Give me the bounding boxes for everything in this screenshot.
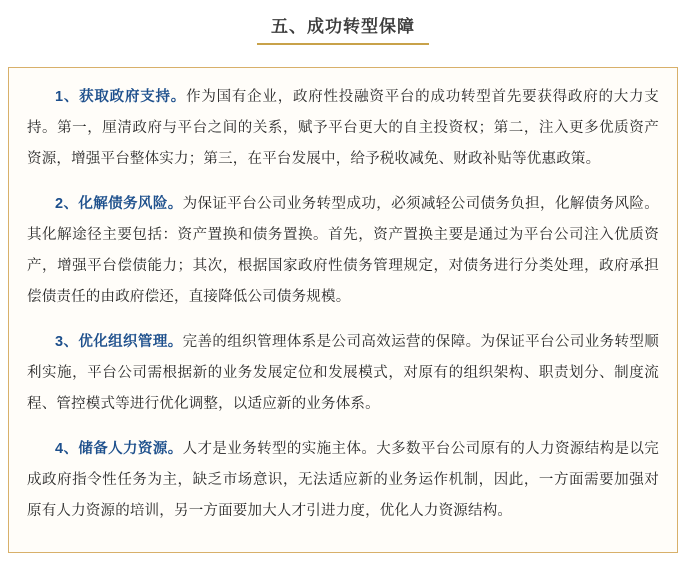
paragraph-4-lead: 储备人力资源。 (78, 441, 183, 458)
paragraph-1-body: 作为国有企业，政府性投融资平台的成功转型首先要获得政府的大力支持。第一，厘清政府与平台之间的关系，赋予平台更大的自主投资权；第二，注入更多优质资产资源，增强平台整体实力；第三，在平台发展中，给予税收减免、财政补贴等优惠政策。 (27, 89, 660, 168)
content-box (8, 67, 678, 553)
document-heading-wrapper (0, 0, 686, 59)
paragraph-1 (27, 82, 659, 175)
page-title: 五、成功转型保障 (257, 14, 429, 45)
paragraph-3-body: 完善的组织管理体系是公司高效运营的保障。为保证平台公司业务转型顺利实施，平台公司需根据新的业务发展定位和发展模式，对原有的组织架构、职责划分、制度流程、管控模式等进行优化调整，以适应新的业务体系。 (27, 334, 660, 413)
paragraph-3-lead: 优化组织管理。 (78, 334, 183, 351)
paragraph-2 (27, 189, 659, 313)
paragraph-4-number: 4、 (55, 441, 79, 458)
paragraph-1-number: 1、 (55, 89, 80, 106)
paragraph-2-lead: 化解债务风险。 (78, 196, 183, 213)
paragraph-3 (27, 327, 659, 420)
paragraph-1-lead: 获取政府支持。 (79, 89, 187, 106)
paragraph-3-number: 3、 (55, 334, 79, 351)
paragraph-2-number: 2、 (55, 196, 79, 213)
paragraph-2-body: 为保证平台公司业务转型成功，必须减轻公司债务负担，化解债务风险。其化解途径主要包括：资产置换和债务置换。首先，资产置换主要是通过为平台公司注入优质资产，增强平台偿债能力；其次，根据国家政府性债务管理规定，对债务进行分类处理，政府承担偿债责任的由政府偿还，直接降低公司债务规模。 (27, 196, 660, 306)
paragraph-4 (27, 434, 659, 527)
paragraph-4-body: 人才是业务转型的实施主体。大多数平台公司原有的人力资源结构是以完成政府指令性任务为主，缺乏市场意识，无法适应新的业务运作机制，因此，一方面需要加强对原有人力资源的培训，另一方面要加大人才引进力度，优化人力资源结构。 (27, 441, 660, 520)
